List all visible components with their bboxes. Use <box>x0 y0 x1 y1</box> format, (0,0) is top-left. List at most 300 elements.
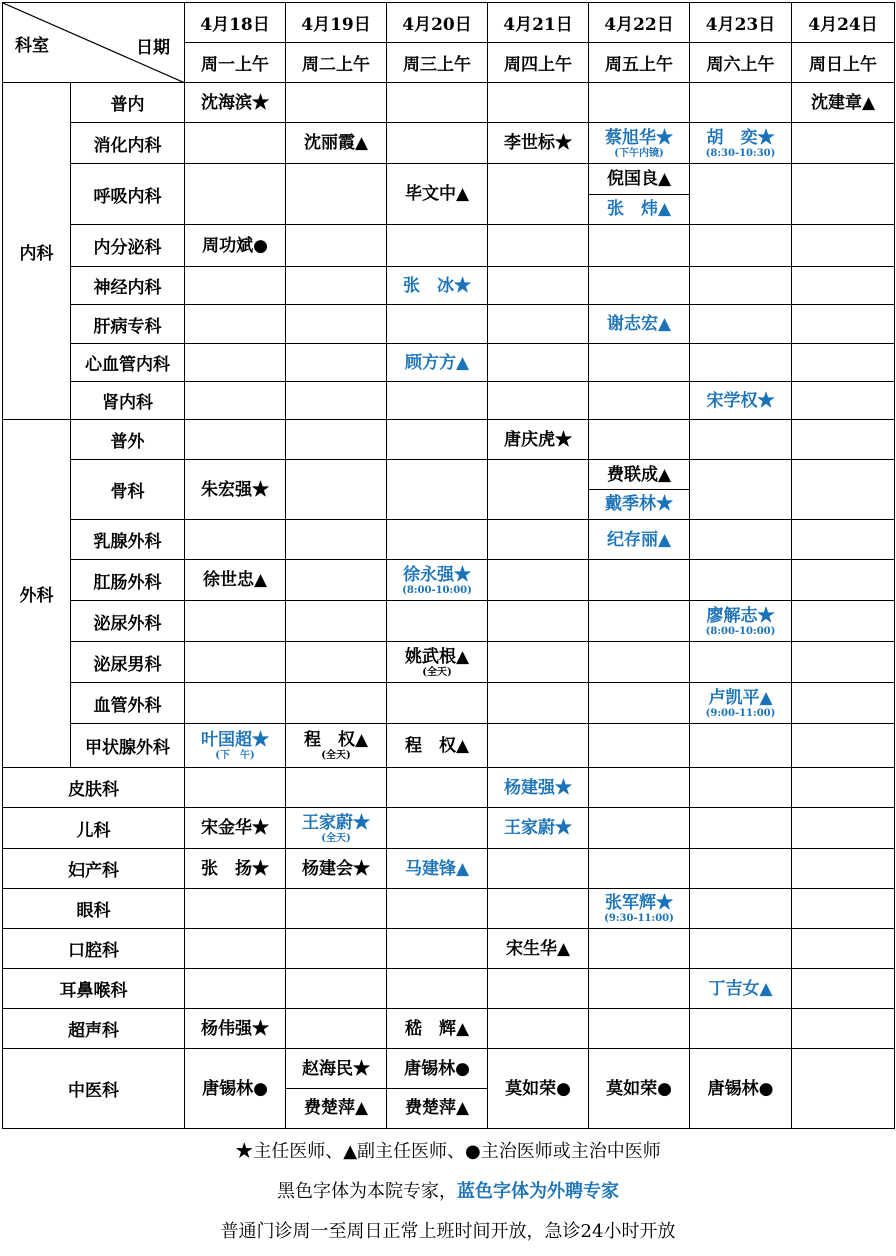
schedule-cell <box>387 123 488 164</box>
department-name: 皮肤科 <box>3 768 185 808</box>
doctor-name: 莫如荣● <box>606 1078 672 1099</box>
schedule-cell <box>589 808 690 849</box>
schedule-cell <box>589 123 690 164</box>
schedule-cell <box>387 460 488 520</box>
department-row <box>3 642 895 683</box>
legend-colors <box>0 1177 896 1203</box>
department-name: 耳鼻喉科 <box>3 969 185 1009</box>
department-row <box>3 225 895 267</box>
time-note: (下午内镜) <box>614 147 664 159</box>
schedule-cell <box>488 267 589 305</box>
weekday-cell: 周六上午 <box>690 43 792 83</box>
corner-date-label: 日期 <box>136 38 170 58</box>
schedule-cell <box>690 267 792 305</box>
schedule-cell <box>589 420 690 460</box>
split-cell <box>589 461 689 519</box>
schedule-cell <box>185 382 286 420</box>
schedule-cell <box>488 83 589 123</box>
department-name: 乳腺外科 <box>71 520 185 560</box>
doctor-name: 唐锡林● <box>404 1058 470 1079</box>
doctor-name: 周功斌● <box>202 235 268 256</box>
schedule-cell <box>792 225 895 267</box>
schedule-cell <box>690 560 792 601</box>
schedule-cell <box>185 969 286 1009</box>
doctor-name: 廖解志★ <box>706 605 775 626</box>
department-row <box>3 1009 895 1049</box>
department-name: 血管外科 <box>71 683 185 724</box>
schedule-cell <box>589 225 690 267</box>
schedule-cell <box>589 164 690 225</box>
department-name: 口腔科 <box>3 929 185 969</box>
schedule-cell <box>286 849 387 889</box>
schedule-cell <box>589 849 690 889</box>
schedule-cell <box>387 420 488 460</box>
department-name: 中医科 <box>3 1049 185 1129</box>
doctor-name: 王家蔚★ <box>504 818 572 838</box>
schedule-cell <box>690 83 792 123</box>
department-row <box>3 969 895 1009</box>
schedule-cell <box>387 849 488 889</box>
doctor-name: 莫如荣● <box>505 1078 571 1099</box>
time-note: (全天) <box>321 750 351 761</box>
schedule-cell <box>589 382 690 420</box>
schedule-cell <box>488 305 589 344</box>
schedule-cell <box>488 382 589 420</box>
department-row <box>3 724 895 768</box>
doctor-name: 唐锡林● <box>202 1078 268 1099</box>
schedule-cell <box>589 1049 690 1129</box>
schedule-cell <box>690 382 792 420</box>
schedule-cell <box>387 601 488 642</box>
schedule-cell <box>185 601 286 642</box>
department-name: 肾内科 <box>71 382 185 420</box>
time-note: (8:30-10:30) <box>705 147 776 159</box>
schedule-cell <box>589 520 690 560</box>
doctor-name: 张 扬★ <box>201 858 269 879</box>
department-row <box>3 460 895 520</box>
split-cell <box>387 1050 487 1128</box>
doctor-name: 姚武根▲ <box>404 646 470 667</box>
schedule-cell <box>185 642 286 683</box>
schedule-cell <box>488 929 589 969</box>
schedule-cell <box>286 929 387 969</box>
schedule-cell <box>589 889 690 929</box>
split-cell <box>286 1050 386 1128</box>
schedule-cell <box>286 520 387 560</box>
doctor-name: 朱宏强★ <box>201 479 269 500</box>
schedule-cell <box>792 520 895 560</box>
department-row <box>3 601 895 642</box>
schedule-cell <box>690 969 792 1009</box>
weekday-cell: 周三上午 <box>387 43 488 83</box>
schedule-cell <box>286 560 387 601</box>
schedule-cell <box>387 382 488 420</box>
department-name: 妇产科 <box>3 849 185 889</box>
group-neike: 内科 <box>3 83 71 420</box>
split-part <box>589 461 689 490</box>
department-name: 肝病专科 <box>71 305 185 344</box>
schedule-cell <box>387 642 488 683</box>
schedule-cell <box>387 344 488 382</box>
schedule-cell <box>286 724 387 768</box>
department-name: 甲状腺外科 <box>71 724 185 768</box>
schedule-cell <box>792 601 895 642</box>
schedule-cell <box>286 83 387 123</box>
department-row <box>3 344 895 382</box>
schedule-cell <box>185 83 286 123</box>
schedule-cell <box>286 460 387 520</box>
department-name: 内分泌科 <box>71 225 185 267</box>
weekday-cell: 周二上午 <box>286 43 387 83</box>
schedule-cell <box>185 460 286 520</box>
time-note: (8:00-10:00) <box>402 584 472 596</box>
schedule-cell <box>185 808 286 849</box>
schedule-cell <box>488 460 589 520</box>
schedule-cell <box>792 267 895 305</box>
schedule-cell <box>488 642 589 683</box>
doctor-name: 宋学权★ <box>706 390 775 411</box>
department-row <box>3 305 895 344</box>
schedule-cell <box>185 849 286 889</box>
department-name: 呼吸内科 <box>71 164 185 225</box>
schedule-cell <box>387 267 488 305</box>
doctor-name: 宋生华▲ <box>505 938 571 959</box>
group-waike: 外科 <box>3 420 71 768</box>
schedule-cell <box>387 929 488 969</box>
schedule-cell <box>589 683 690 724</box>
doctor-name: 李世标★ <box>504 133 572 153</box>
doctor-name: 费联成▲ <box>606 464 672 485</box>
schedule-cell <box>488 601 589 642</box>
department-row <box>3 768 895 808</box>
schedule-cell <box>488 225 589 267</box>
schedule-cell <box>387 969 488 1009</box>
weekday-cell: 周一上午 <box>185 43 286 83</box>
schedule-cell <box>690 123 792 164</box>
time-note: (下 午) <box>215 750 255 761</box>
schedule-cell <box>286 1049 387 1129</box>
split-part <box>387 1050 487 1089</box>
schedule-cell <box>185 1009 286 1049</box>
schedule-cell <box>387 1009 488 1049</box>
doctor-name: 唐锡林● <box>707 1078 774 1099</box>
schedule-cell <box>589 305 690 344</box>
weekday-cell: 周五上午 <box>589 43 690 83</box>
doctor-name: 胡 奕★ <box>706 127 775 148</box>
department-row <box>3 520 895 560</box>
schedule-cell <box>690 808 792 849</box>
schedule-cell <box>488 724 589 768</box>
schedule-cell <box>792 560 895 601</box>
doctor-name: 卢凯平▲ <box>708 687 773 708</box>
department-row <box>3 849 895 889</box>
schedule-cell <box>690 1049 792 1129</box>
schedule-cell <box>690 164 792 225</box>
date-cell: 4月21日 <box>488 3 589 43</box>
schedule-cell <box>792 460 895 520</box>
schedule-cell <box>792 344 895 382</box>
schedule-cell <box>589 768 690 808</box>
time-note: (8:00-10:00) <box>705 625 776 637</box>
schedule-cell <box>589 642 690 683</box>
date-cell: 4月22日 <box>589 3 690 43</box>
schedule-cell <box>185 889 286 929</box>
department-name: 眼科 <box>3 889 185 929</box>
schedule-cell <box>690 420 792 460</box>
doctor-name: 戴季林★ <box>605 494 673 515</box>
schedule-cell <box>185 164 286 225</box>
schedule-cell <box>792 969 895 1009</box>
schedule-cell <box>488 1049 589 1129</box>
date-cell: 4月20日 <box>387 3 488 43</box>
schedule-cell <box>286 164 387 225</box>
doctor-name: 马建锋▲ <box>404 858 470 879</box>
schedule-cell <box>387 768 488 808</box>
time-note: (9:00-11:00) <box>705 707 776 719</box>
schedule-cell <box>185 683 286 724</box>
schedule-cell <box>488 849 589 889</box>
department-row <box>3 83 895 123</box>
doctor-name: 程 权▲ <box>303 730 369 750</box>
schedule-cell <box>185 123 286 164</box>
split-part <box>286 1088 386 1128</box>
department-row <box>3 808 895 849</box>
department-row <box>3 683 895 724</box>
doctor-name: 徐世忠▲ <box>202 570 268 590</box>
date-header-row <box>3 3 895 43</box>
schedule-cell <box>286 305 387 344</box>
department-row <box>3 123 895 164</box>
schedule-cell <box>690 849 792 889</box>
schedule-cell <box>387 1049 488 1129</box>
department-row <box>3 164 895 225</box>
schedule-cell <box>488 164 589 225</box>
department-row <box>3 929 895 969</box>
schedule-cell <box>286 969 387 1009</box>
schedule-table <box>2 2 895 1129</box>
schedule-cell <box>589 560 690 601</box>
schedule-cell <box>690 642 792 683</box>
schedule-cell <box>589 1009 690 1049</box>
schedule-cell <box>387 164 488 225</box>
split-part <box>589 165 689 194</box>
split-part <box>387 1088 487 1128</box>
department-name: 超声科 <box>3 1009 185 1049</box>
doctor-name: 倪国良▲ <box>606 169 672 189</box>
schedule-cell <box>286 808 387 849</box>
schedule-cell <box>792 123 895 164</box>
schedule-cell <box>387 225 488 267</box>
department-name: 骨科 <box>71 460 185 520</box>
doctor-name: 沈海滨★ <box>201 92 269 113</box>
schedule-cell <box>690 460 792 520</box>
department-name: 肛肠外科 <box>71 560 185 601</box>
schedule-cell <box>690 929 792 969</box>
schedule-cell <box>286 768 387 808</box>
doctor-name: 嵇 辉▲ <box>404 1018 470 1039</box>
department-row <box>3 1049 895 1129</box>
time-note: (9:30-11:00) <box>604 913 674 924</box>
department-row <box>3 267 895 305</box>
schedule-cell <box>690 601 792 642</box>
schedule-cell <box>792 164 895 225</box>
schedule-cell <box>488 808 589 849</box>
weekday-cell: 周日上午 <box>792 43 895 83</box>
schedule-cell <box>488 768 589 808</box>
legend-blue-text: 蓝色字体为外聘专家 <box>457 1181 619 1202</box>
schedule-cell <box>286 225 387 267</box>
schedule-cell <box>286 123 387 164</box>
department-name: 普内 <box>71 83 185 123</box>
schedule-cell <box>387 560 488 601</box>
schedule-cell <box>488 683 589 724</box>
schedule-cell <box>690 305 792 344</box>
schedule-cell <box>690 520 792 560</box>
split-part <box>589 489 689 519</box>
schedule-cell <box>792 683 895 724</box>
schedule-cell <box>286 344 387 382</box>
date-cell: 4月24日 <box>792 3 895 43</box>
schedule-cell <box>488 1009 589 1049</box>
schedule-cell <box>690 724 792 768</box>
schedule-cell <box>286 382 387 420</box>
schedule-cell <box>792 1049 895 1129</box>
schedule-cell <box>690 225 792 267</box>
schedule-cell <box>792 382 895 420</box>
schedule-cell <box>185 225 286 267</box>
split-cell <box>589 165 689 224</box>
schedule-cell <box>286 642 387 683</box>
legend-black-text: 黑色字体为本院专家， <box>277 1181 457 1202</box>
doctor-name: 唐庆虎★ <box>504 429 572 450</box>
schedule-cell <box>185 305 286 344</box>
schedule-cell <box>589 929 690 969</box>
schedule-cell <box>792 305 895 344</box>
doctor-name: 沈丽霞▲ <box>303 133 369 153</box>
schedule-cell <box>488 889 589 929</box>
schedule-cell <box>185 344 286 382</box>
schedule-cell <box>792 724 895 768</box>
doctor-name: 蔡旭华★ <box>605 127 673 148</box>
doctor-name: 张 炜▲ <box>606 199 672 219</box>
legend-hours: 普通门诊周一至周日正常上班时间开放，急诊24小时开放 <box>220 1221 676 1242</box>
schedule-cell <box>387 808 488 849</box>
schedule-cell <box>589 460 690 520</box>
schedule-cell <box>690 889 792 929</box>
doctor-name: 纪存丽▲ <box>606 529 672 550</box>
schedule-cell <box>387 520 488 560</box>
schedule-cell <box>690 768 792 808</box>
date-cell: 4月18日 <box>185 3 286 43</box>
schedule-cell <box>792 83 895 123</box>
weekday-cell: 周四上午 <box>488 43 589 83</box>
corner-dept-label: 科室 <box>15 36 49 56</box>
doctor-name: 徐永强★ <box>403 564 471 585</box>
schedule-cell <box>690 1009 792 1049</box>
department-name: 心血管内科 <box>71 344 185 382</box>
schedule-cell <box>792 808 895 849</box>
schedule-cell <box>589 724 690 768</box>
schedule-body <box>3 83 895 1129</box>
schedule-cell <box>488 123 589 164</box>
schedule-cell <box>488 520 589 560</box>
split-part <box>589 194 689 224</box>
schedule-cell <box>185 768 286 808</box>
schedule-cell <box>286 889 387 929</box>
doctor-name: 毕文中▲ <box>404 184 470 204</box>
department-row <box>3 889 895 929</box>
schedule-cell <box>488 420 589 460</box>
schedule-cell <box>185 560 286 601</box>
doctor-name: 丁吉女▲ <box>708 978 773 999</box>
department-name: 普外 <box>71 420 185 460</box>
department-row <box>3 560 895 601</box>
doctor-name: 沈建章▲ <box>810 92 876 113</box>
schedule-cell <box>690 344 792 382</box>
corner-header <box>3 3 185 83</box>
schedule-cell <box>488 560 589 601</box>
schedule-cell <box>185 520 286 560</box>
department-name: 泌尿男科 <box>71 642 185 683</box>
schedule-cell <box>286 601 387 642</box>
schedule-cell <box>589 969 690 1009</box>
schedule-cell <box>589 267 690 305</box>
schedule-cell <box>488 969 589 1009</box>
doctor-name: 张军辉★ <box>605 893 673 913</box>
department-name: 儿科 <box>3 808 185 849</box>
schedule-cell <box>792 1009 895 1049</box>
schedule-cell <box>387 305 488 344</box>
schedule-cell <box>387 889 488 929</box>
schedule-cell <box>286 267 387 305</box>
doctor-name: 叶国超★ <box>201 730 269 750</box>
doctor-name: 费楚萍▲ <box>303 1098 369 1119</box>
schedule-cell <box>387 83 488 123</box>
doctor-name: 杨伟强★ <box>201 1018 269 1039</box>
doctor-name: 谢志宏▲ <box>606 314 672 334</box>
schedule-cell <box>792 889 895 929</box>
doctor-name: 费楚萍▲ <box>404 1098 470 1119</box>
schedule-cell <box>387 724 488 768</box>
schedule-cell <box>792 849 895 889</box>
schedule-cell <box>185 1049 286 1129</box>
doctor-name: 顾方方▲ <box>404 352 470 373</box>
department-row <box>3 420 895 460</box>
schedule-cell <box>589 83 690 123</box>
schedule-cell <box>792 768 895 808</box>
schedule-cell <box>286 1009 387 1049</box>
doctor-name: 杨建会★ <box>302 858 370 879</box>
doctor-name: 王家蔚★ <box>302 812 370 833</box>
schedule-cell <box>185 420 286 460</box>
doctor-name: 张 冰★ <box>403 275 471 296</box>
split-part <box>286 1050 386 1089</box>
doctor-name: 程 权▲ <box>404 735 470 756</box>
schedule-cell <box>792 420 895 460</box>
legend-title-levels: ★主任医师、▲副主任医师、●主治医师或主治中医师 <box>235 1141 661 1162</box>
schedule-cell <box>488 344 589 382</box>
time-note: (全天) <box>422 666 452 678</box>
schedule-cell <box>792 929 895 969</box>
doctor-name: 赵海民★ <box>302 1058 370 1079</box>
schedule-cell <box>185 267 286 305</box>
time-note: (全天) <box>321 832 351 844</box>
schedule-cell <box>589 601 690 642</box>
date-cell: 4月23日 <box>690 3 792 43</box>
doctor-name: 杨建强★ <box>504 777 572 798</box>
schedule-cell <box>589 344 690 382</box>
department-name: 神经内科 <box>71 267 185 305</box>
